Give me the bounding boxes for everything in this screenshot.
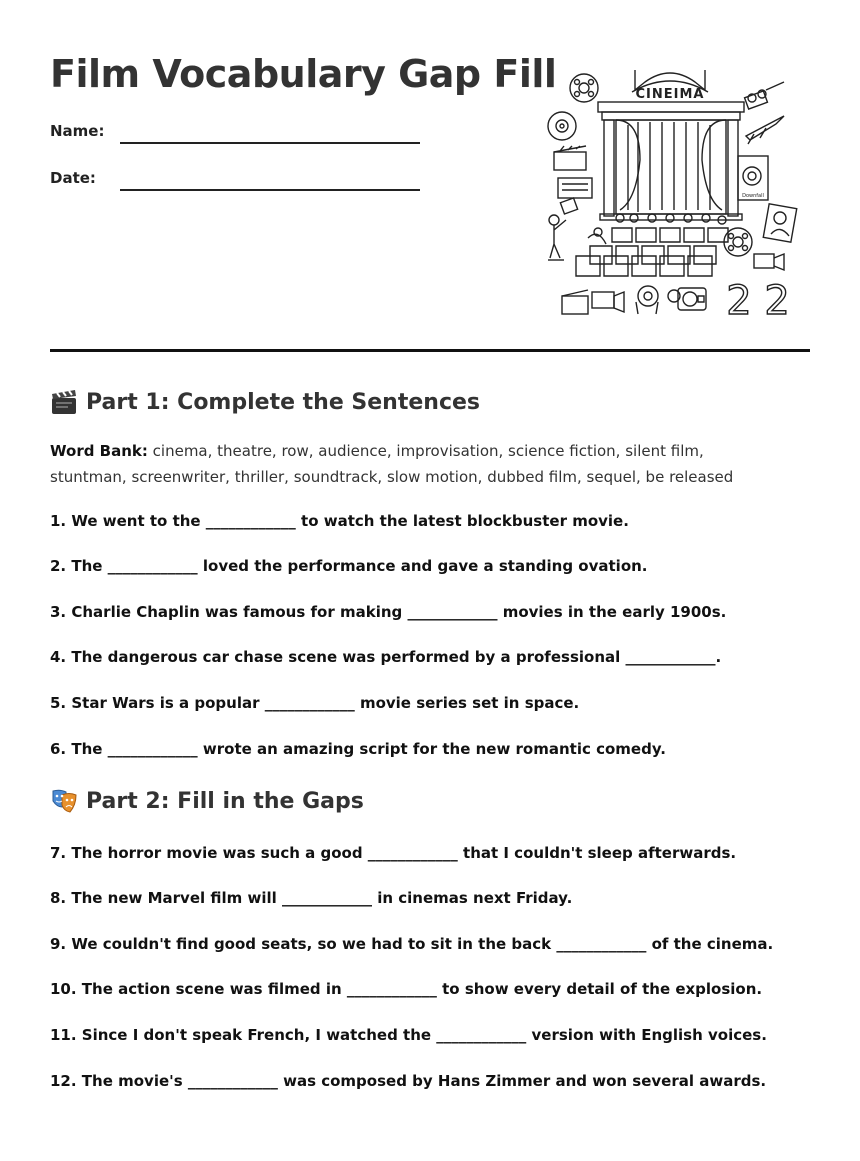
clapperboard-icon: [554, 146, 592, 198]
question: 11. Since I don't speak French, I watched the ____________ version with English voices.: [50, 1026, 767, 1044]
part1-heading-text: Part 1: Complete the Sentences: [86, 389, 481, 415]
header-divider: [50, 349, 810, 352]
name-field: [50, 122, 120, 140]
question: 10. The action scene was filmed in ____________ to show every detail of the explosion.: [50, 980, 763, 998]
question: 8. The new Marvel film will ____________ in cinemas next Friday.: [50, 889, 573, 907]
film-reel-icon: [548, 74, 598, 140]
date-line[interactable]: [120, 189, 420, 191]
film-camera-icon: [724, 228, 784, 270]
name-line[interactable]: [120, 142, 420, 144]
portrait-icon: [763, 204, 796, 242]
question: 3. Charlie Chaplin was famous for making ____________ movies in the early 1900s.: [50, 603, 727, 621]
question: 4. The dangerous car chase scene was performed by a professional ____________.: [50, 648, 722, 666]
cinema-building: [598, 70, 744, 220]
question: 5. Star Wars is a popular ____________ movie series set in space.: [50, 694, 580, 712]
cameraman-figure: [548, 198, 578, 260]
word-bank-label: Word Bank:: [50, 442, 148, 460]
date-label: Date:: [50, 169, 96, 187]
part2-heading-text: Part 2: Fill in the Gaps: [86, 788, 364, 814]
date-field: [50, 169, 120, 187]
question: 7. The horror movie was such a good ____________ that I couldn't sleep afterwards.: [50, 844, 737, 862]
question: 9. We couldn't find good seats, so we had to sit in the back ____________ of the cinema.: [50, 935, 774, 953]
word-bank-words: cinema, theatre, row, audience, improvisation, science fiction, silent film, stuntman, screenwriter, thriller, soundtrack, slow motion, dubbed film, sequel, be released: [50, 442, 734, 486]
digits-outline: 2 2: [726, 278, 790, 320]
part1-heading: [50, 388, 480, 416]
cinema-sign: CINEIMA: [635, 87, 705, 102]
audience-seats: [576, 214, 728, 276]
poster-label: Downfall: [742, 193, 764, 199]
bottom-icons: [562, 286, 706, 314]
page-title: Film Vocabulary Gap Fill: [50, 52, 557, 96]
theater-masks-icon: [50, 787, 78, 815]
question: 12. The movie's ____________ was composed by Hans Zimmer and won several awards.: [50, 1072, 767, 1090]
word-bank: [50, 438, 770, 490]
question: 1. We went to the ____________ to watch the latest blockbuster movie.: [50, 512, 629, 530]
clapperboard-icon: [50, 388, 78, 416]
question: 6. The ____________ wrote an amazing script for the new romantic comedy.: [50, 740, 666, 758]
rocket-icon: [746, 116, 784, 144]
part2-heading: [50, 787, 364, 815]
projector-icon: [745, 82, 784, 109]
cinema-illustration: [540, 60, 800, 320]
question: 2. The ____________ loved the performance and gave a standing ovation.: [50, 557, 648, 575]
name-label: Name:: [50, 122, 105, 140]
poster-icon: [738, 156, 768, 200]
